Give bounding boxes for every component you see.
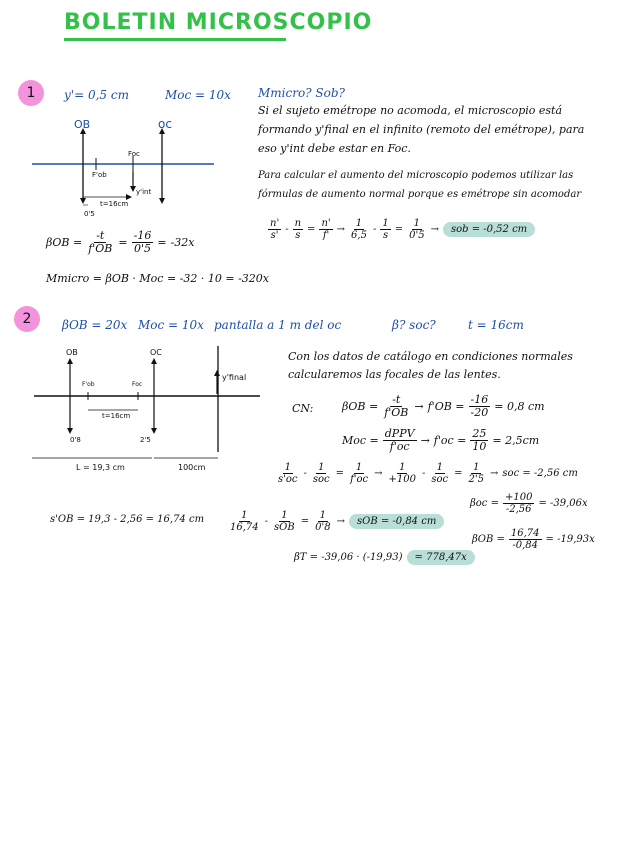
p2-sob-result: sOB = -0,84 cm <box>349 514 444 529</box>
p2-cn-label: CN: <box>292 402 314 415</box>
p2-L-label: L = 19,3 cm <box>76 463 125 472</box>
p1-text-line-3: eso y'int debe estar en Foc. <box>258 142 411 155</box>
p1-foc-label: Foc <box>128 150 140 158</box>
p2-dist-label: 100cm <box>178 463 206 472</box>
p1-text-line-4: Para calcular el aumento del microscopio podemos utilizar las <box>258 170 574 181</box>
problem-2-badge <box>14 306 40 332</box>
p2-yoc-label: 2'5 <box>140 436 151 444</box>
p2-beta-oc-equation: βoc = $\frac{+100}{-2,56}$ = -39,06x <box>470 492 588 515</box>
p1-sob-result: sob = -0,52 cm <box>443 222 535 237</box>
p2-given-t: t = 16cm <box>468 318 524 332</box>
p1-oc-label: oc <box>158 117 172 131</box>
p1-lens-equation: $\frac{n'}{s'}$ - $\frac{n}{s}$ = $\frac{n'}{f'}$ → $\frac{1}{6,5}$ - $\frac{1}{s}$ = $\frac{1}{0'5}$ → sob = -0,52 cm <box>268 218 535 241</box>
p2-oc-label: OC <box>150 348 162 357</box>
p1-given-moc: Moc = 10x <box>165 88 231 102</box>
p1-fob-label: F'ob <box>92 171 107 179</box>
page-title: BOLETIN MICROSCOPIO <box>64 10 373 35</box>
p1-y-label: 0'5 <box>84 210 95 218</box>
problem-1-badge <box>18 80 44 106</box>
p2-beta-ob-equation: βOB = $\frac{-t}{f'OB}$ → f'OB = $\frac{-16}{-20}$ = 0,8 cm <box>342 393 545 420</box>
p2-foc-label: Foc <box>132 381 143 388</box>
p2-yfinal-label: y'final <box>222 373 247 382</box>
title-underline <box>64 38 286 41</box>
p2-text-line-1: Con los datos de catálogo en condiciones normales <box>288 350 573 363</box>
p2-ob-label: OB <box>66 348 78 357</box>
p2-lens2-equation: $\frac{1}{16,74}$ - $\frac{1}{\text{sOB}}$ = $\frac{1}{0'8}$ → sOB = -0,84 cm <box>228 510 444 533</box>
p2-given-question: β? soc? <box>392 318 436 332</box>
p2-text-line-2: calcularemos las focales de las lentes. <box>288 368 501 381</box>
p1-text-line-5: fórmulas de aumento normal porque es emétrope sin acomodar <box>258 189 582 200</box>
p1-diagram <box>28 112 223 222</box>
p2-sob-calc: s'OB = 19,3 - 2,56 = 16,74 cm <box>50 514 205 525</box>
p2-fob-label: F'ob <box>82 381 95 388</box>
p2-given-moc: Moc = 10x <box>138 318 204 332</box>
p1-ob-label: OB <box>74 118 91 131</box>
p1-t-label: t=16cm <box>100 200 129 208</box>
p2-yob-label: 0'8 <box>70 436 81 444</box>
p2-given-screen: pantalla a 1 m del oc <box>214 318 342 332</box>
p2-lens-equation: $\frac{1}{s'oc}$ - $\frac{1}{\text{soc}}$ = $\frac{1}{f'oc}$ → $\frac{1}{+100}$ - $\frac{1}{\text{soc}}$ = $\frac{1}{2'5}$ → soc = -2,56 cm <box>278 462 578 485</box>
p1-mmicro-result: Mmicro = βOB · Moc = -32 · 10 = -320x <box>46 272 269 285</box>
p1-yint-label: y'int <box>136 188 152 196</box>
p1-given-y: y'= 0,5 cm <box>64 88 129 102</box>
p2-moc-equation: Moc = $\frac{\text{dPPV}}{f'oc}$ → f'oc = $\frac{25}{10}$ = 2,5cm <box>342 427 540 454</box>
p2-t-label: t=16cm <box>102 412 131 420</box>
p1-beta-equation: βOB = $\frac{-t}{f'OB}$ = $\frac{-16}{0'5}$ = -32x <box>46 229 195 256</box>
p1-text-line-2: formando y'final en el infinito (remoto del emétrope), para <box>258 123 585 136</box>
p2-diagram <box>32 342 262 474</box>
problem-1-number: 1 <box>26 85 36 101</box>
p2-beta-total-result: = 778,47x <box>407 550 475 565</box>
p2-given-beta: βOB = 20x <box>62 318 128 332</box>
p1-question: Mmicro? Sob? <box>258 86 345 100</box>
p1-text-line-1: Si el sujeto emétrope no acomoda, el microscopio está <box>258 104 563 117</box>
p2-beta-ob2-equation: βOB = $\frac{16,74}{-0,84}$ = -19,93x <box>472 528 595 551</box>
p2-beta-total: βT = -39,06 · (-19,93) = 778,47x <box>294 550 475 565</box>
problem-2-number: 2 <box>22 311 32 327</box>
